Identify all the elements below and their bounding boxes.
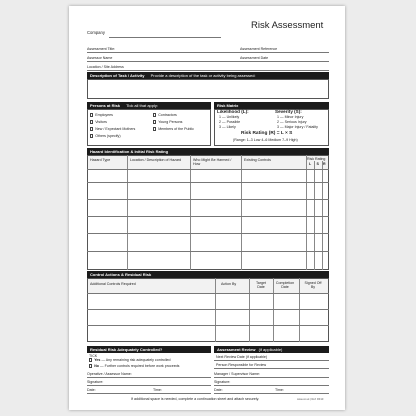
hazard-col-who: [193, 158, 233, 166]
manager-date-time-field[interactable]: [214, 393, 329, 394]
operative-date-time-field[interactable]: [87, 393, 211, 394]
residual-no-text: — Further controls required before work proceeds: [99, 364, 180, 368]
review-heading-note: (if applicable): [258, 347, 283, 352]
form-title-text: Risk Assessment: [251, 20, 324, 31]
hazard-row-divider: [87, 216, 329, 217]
assessment-title-label: Assessment Title:: [87, 47, 116, 51]
hazard-col-type: Hazard Type: [90, 158, 111, 162]
hazard-col-divider: [241, 155, 242, 270]
hazard-row-divider: [87, 182, 329, 183]
residual-tick-label: TICK: [89, 353, 98, 358]
hazard-col-location-text: Location / Description of Hazard: [130, 158, 182, 162]
hazard-row-divider: [87, 233, 329, 234]
control-row-divider: [87, 309, 329, 310]
residual-heading: Residual Risk Adequately Controlled?: [90, 347, 163, 352]
operative-name-field[interactable]: [87, 377, 211, 378]
hazard-col-who-text: Who Might Be Harmed / How: [193, 158, 232, 167]
hazard-row-divider: [87, 199, 329, 200]
checkbox[interactable]: [89, 364, 92, 367]
company-field[interactable]: [109, 37, 221, 38]
hazard-row-divider: [87, 251, 329, 252]
location-field[interactable]: [87, 70, 329, 71]
person-option-public[interactable]: [153, 127, 194, 131]
risk-rating-formula: Risk Rating (R) = L × S: [241, 131, 293, 136]
manager-name-field[interactable]: [214, 377, 329, 378]
persons-at-risk-heading-bar: [87, 102, 211, 109]
risk-matrix-heading: Risk Matrix: [217, 103, 239, 108]
form-title: [251, 20, 323, 31]
control-row-divider: [87, 293, 329, 294]
rating-letter-s: S: [316, 162, 319, 166]
checkbox[interactable]: [90, 113, 93, 116]
person-option-label: New / Expectant Mothers: [95, 127, 136, 131]
description-heading-bar: [87, 72, 329, 79]
checkbox[interactable]: [90, 127, 93, 130]
control-col-target-date-text: Target Date: [256, 281, 266, 290]
residual-yes-text: — Any remaining risk adequately controlled: [101, 358, 171, 362]
operative-signature-field[interactable]: [87, 385, 211, 386]
next-review-label: Next Review Date (if applicable): [216, 355, 268, 359]
location-label: Location / Site Address: [87, 65, 124, 69]
rating-letter-r: R: [323, 162, 326, 166]
control-col-divider: [273, 278, 274, 342]
manager-date-label: Date:: [214, 388, 223, 392]
person-option-employees[interactable]: [90, 113, 113, 117]
review-heading-bar: [214, 346, 329, 353]
hazard-heading: Hazard Identification & Initial Risk Rating: [90, 149, 169, 154]
hazard-col-controls: Existing Controls: [244, 158, 271, 162]
residual-no-label: No: [94, 364, 99, 368]
hazard-table: [87, 155, 329, 270]
assessment-reference-label: Assessment Reference: [240, 47, 278, 51]
manager-time-label: Time:: [275, 388, 284, 392]
likelihood-item: 2 — Possible: [219, 120, 241, 124]
severity-item: 3 — Major Injury / Fatality: [277, 125, 318, 129]
control-col-additional: Additional Controls Required: [90, 282, 136, 286]
footer-note: If additional space is needed, complete a continuation sheet and attach securely.: [131, 397, 260, 401]
likelihood-item: 3 — Likely: [219, 125, 236, 129]
person-option-visitors[interactable]: [90, 120, 107, 124]
operative-time-label: Time:: [153, 388, 162, 392]
assessment-date-label: Assessment Date: [240, 56, 269, 60]
control-heading-bar: [87, 271, 329, 278]
description-heading: Description of Task / Activity: [90, 73, 145, 78]
assessment-title-field[interactable]: [87, 52, 329, 53]
hazard-col-location: [130, 158, 187, 162]
manager-signature-field[interactable]: [214, 385, 329, 386]
checkbox[interactable]: [90, 134, 93, 137]
residual-no-option[interactable]: [89, 364, 179, 368]
person-option-label: Contractors: [158, 113, 177, 117]
hazard-col-rating: Risk Rating: [307, 156, 326, 161]
hazard-heading-bar: [87, 148, 329, 155]
description-textarea[interactable]: [87, 79, 329, 99]
person-option-expectant-mothers[interactable]: [90, 127, 135, 131]
persons-at-risk-heading: Persons at Risk: [90, 103, 121, 108]
review-heading: Assessment Review: [217, 347, 256, 352]
control-col-divider: [215, 278, 216, 342]
hazard-col-divider: [190, 155, 191, 270]
description-instruction: Provide a description of the task or activity being assessed:: [150, 73, 256, 78]
likelihood-title: Likelihood (L):: [217, 109, 249, 114]
company-label: Company: [87, 30, 105, 35]
person-option-label: Members of the Public: [158, 127, 194, 131]
person-option-label: Young Persons: [158, 120, 183, 124]
risk-rating-range: (Range: 1–3 Low 4–6 Medium 7–9 High): [233, 138, 298, 142]
likelihood-item: 1 — Unlikely: [219, 115, 240, 119]
control-col-completion-date-text: Completion Date: [275, 281, 295, 290]
person-option-young-persons[interactable]: [153, 120, 182, 124]
person-option-contractors[interactable]: [153, 113, 177, 117]
operative-signature-label: Signature:: [87, 380, 104, 384]
checkbox[interactable]: [153, 113, 156, 116]
severity-title: Severity (S):: [275, 109, 302, 114]
person-option-others[interactable]: [90, 134, 121, 138]
assessor-name-field[interactable]: [87, 61, 329, 62]
severity-item: 1 — Minor Injury: [277, 115, 304, 119]
footer-reference: www.co.uk | Ref: RF10: [297, 398, 324, 401]
control-heading: Control Actions & Residual Risk: [90, 272, 152, 277]
residual-yes-label: Yes: [94, 358, 101, 362]
checkbox[interactable]: [89, 358, 92, 361]
hazard-col-divider: [127, 155, 128, 270]
control-col-target-date: [253, 281, 269, 289]
control-col-completion-date: [274, 281, 296, 289]
control-col-divider: [299, 278, 300, 342]
manager-signature-label: Signature:: [214, 380, 231, 384]
control-col-divider: [249, 278, 250, 342]
risk-matrix-heading-bar: [214, 102, 329, 109]
assessor-name-label: Assessor Name: [87, 56, 113, 60]
control-row-divider: [87, 325, 329, 326]
checkbox[interactable]: [90, 120, 93, 123]
checkbox[interactable]: [153, 127, 156, 130]
person-option-label: Employees: [95, 113, 113, 117]
person-responsible-label: Person Responsible for Review: [216, 363, 267, 367]
person-option-label: Visitors: [95, 120, 107, 124]
control-col-action-by: Action By: [221, 282, 237, 286]
operative-name-label: Operative / Assessor Name:: [87, 372, 132, 376]
checkbox[interactable]: [153, 120, 156, 123]
next-review-field[interactable]: [214, 360, 329, 361]
severity-item: 2 — Serious Injury: [277, 120, 307, 124]
residual-yes-option[interactable]: [89, 358, 171, 362]
persons-at-risk-instruction: Tick all that apply:: [126, 103, 159, 108]
hazard-col-divider: [306, 155, 307, 270]
hazard-row-divider: [87, 169, 329, 170]
person-option-label: Others (specify): [95, 134, 121, 138]
risk-assessment-form: [69, 6, 345, 410]
control-col-signed-off: [304, 281, 322, 289]
person-responsible-field[interactable]: [214, 368, 329, 369]
rating-letter-l: L: [309, 162, 312, 166]
manager-name-label: Manager / Supervisor Name:: [214, 372, 260, 376]
residual-heading-bar: [87, 346, 211, 353]
control-col-signed-off-text: Signed Off By: [304, 281, 322, 290]
operative-date-label: Date:: [87, 388, 96, 392]
